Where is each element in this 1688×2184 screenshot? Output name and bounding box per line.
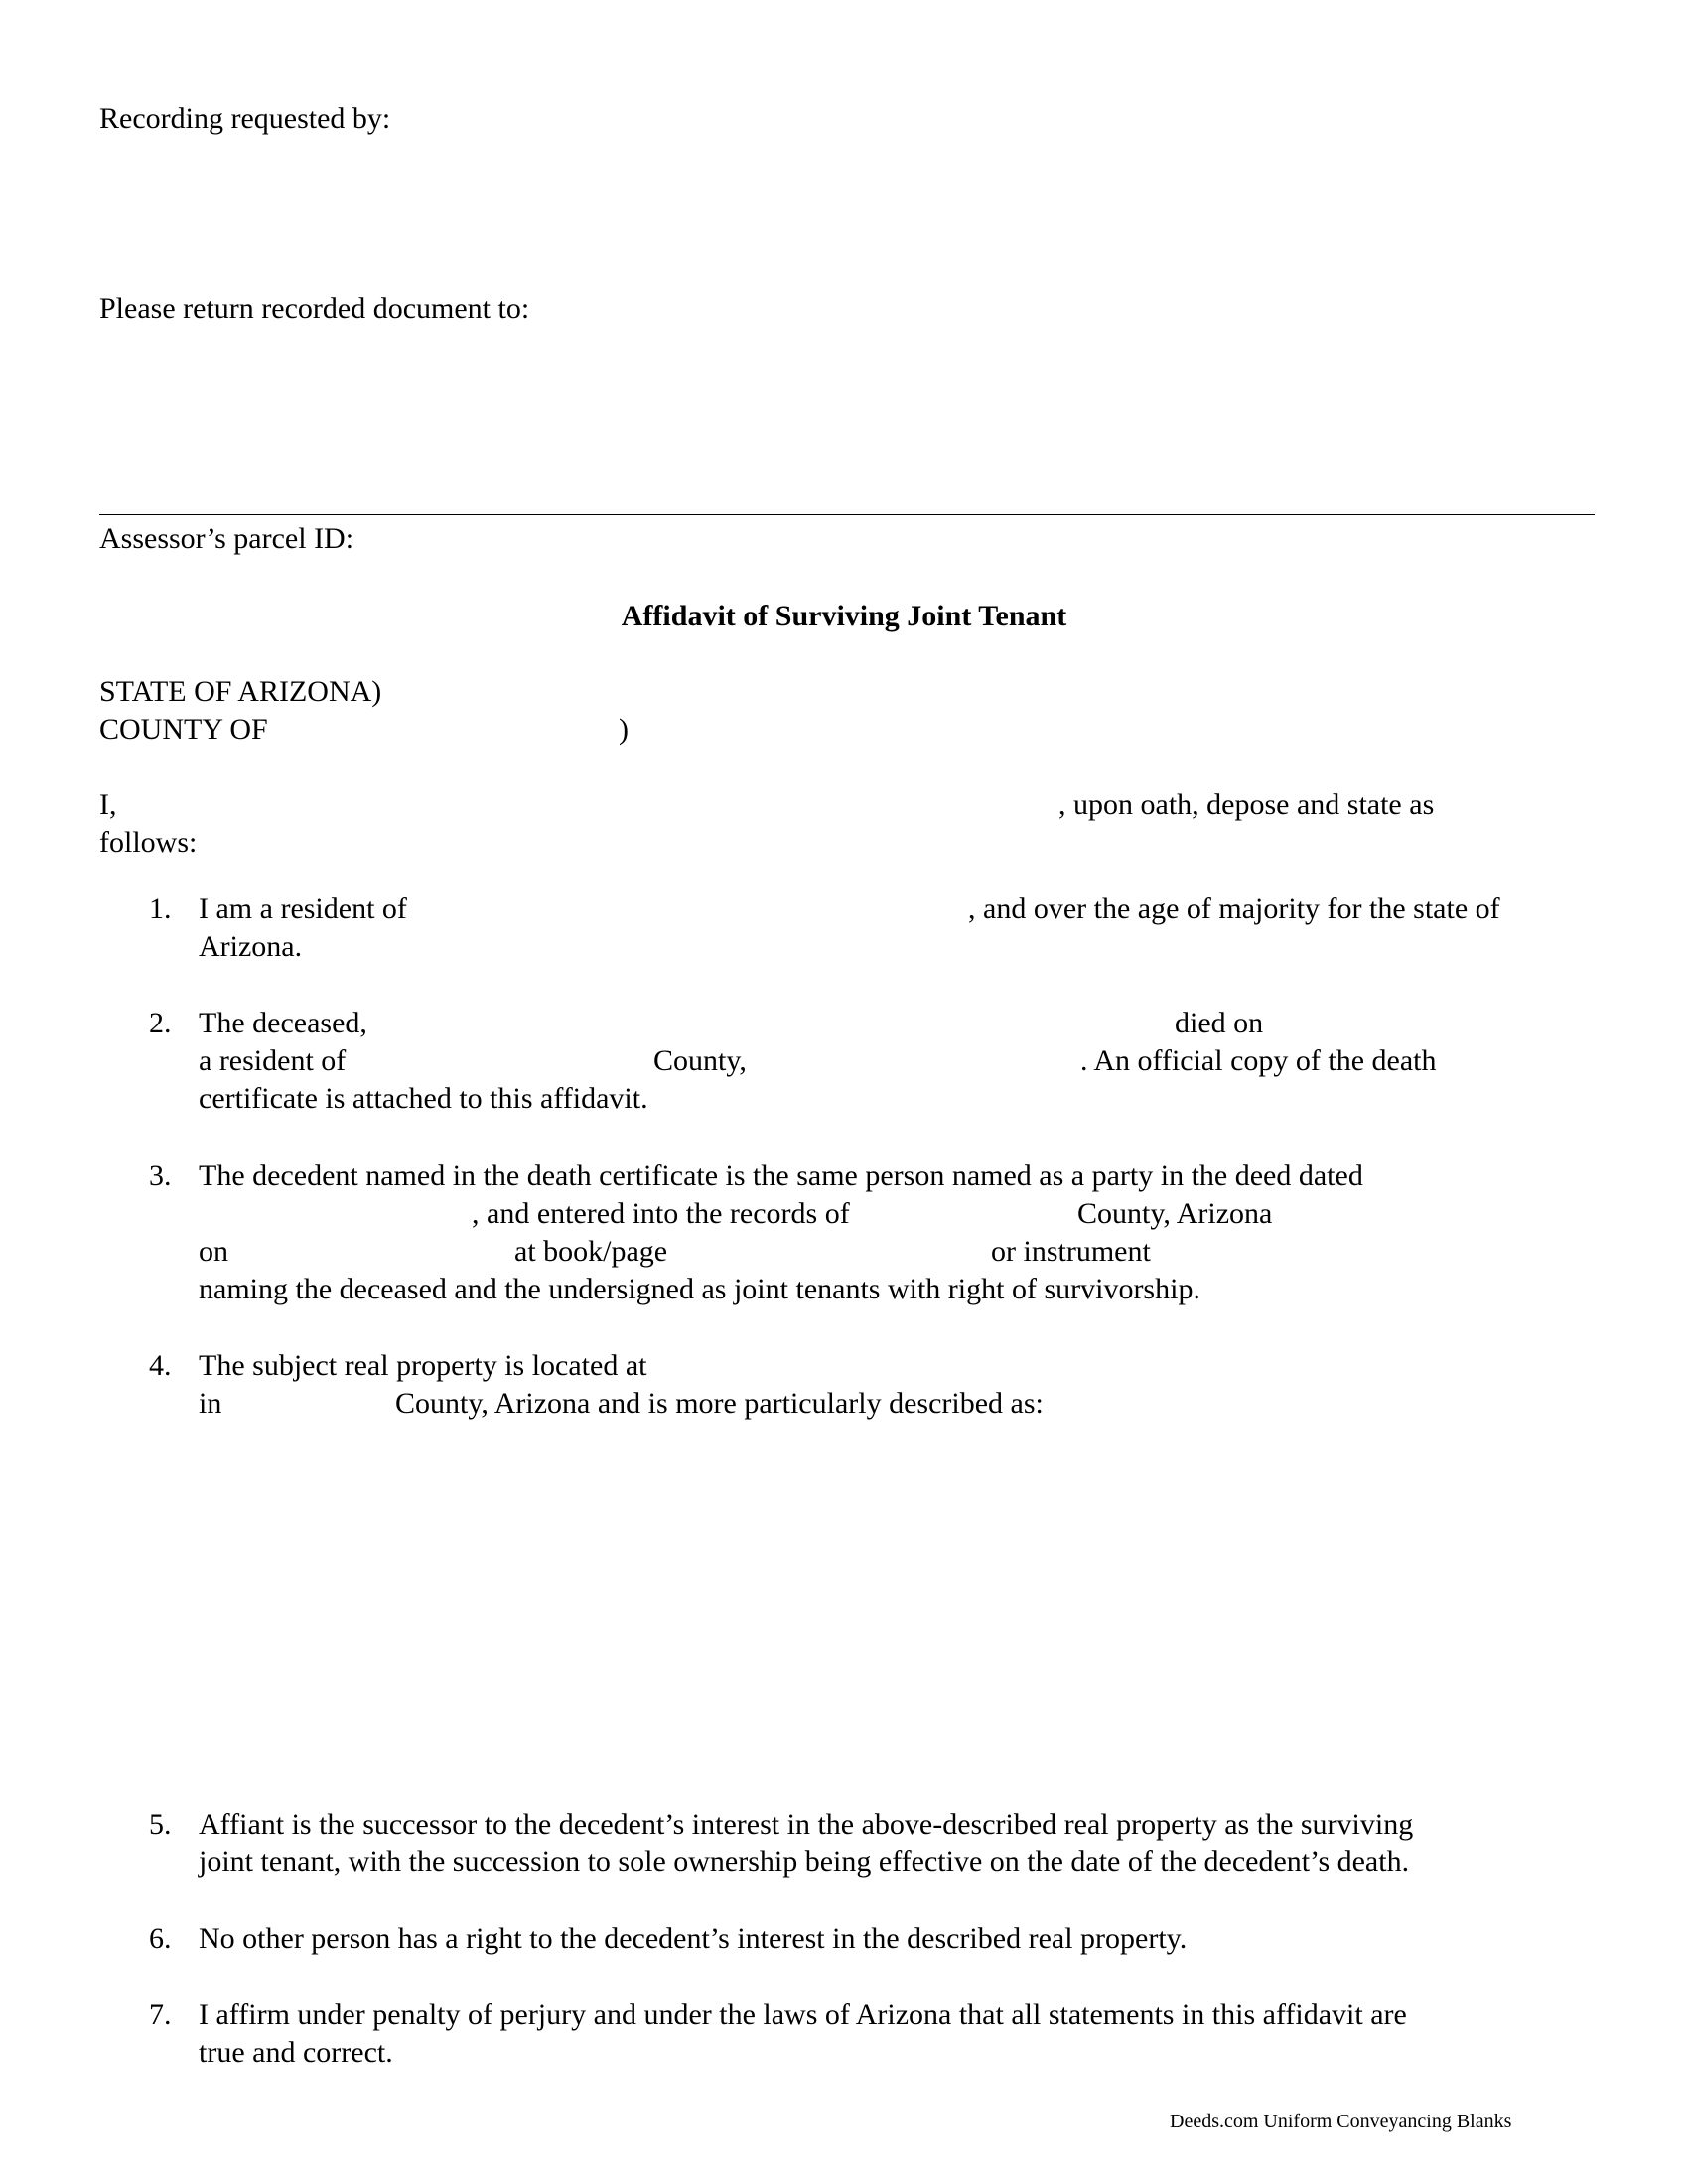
item-6-line-a: No other person has a right to the decedent’s interest in the described real property.	[199, 1922, 1188, 1955]
item-6-number: 6.	[149, 1922, 172, 1955]
item-4-number: 4.	[149, 1349, 172, 1382]
item-4-line-c: County, Arizona and is more particularly described as:	[395, 1387, 1044, 1420]
item-2-number: 2.	[149, 1007, 172, 1039]
item-2-line-c: a resident of	[199, 1044, 347, 1077]
item-7-number: 7.	[149, 1998, 172, 2031]
item-2-line-d: County,	[653, 1044, 747, 1077]
venue-county-paren: )	[619, 713, 629, 746]
item-3-number: 3.	[149, 1160, 172, 1192]
intro-i: I,	[99, 788, 117, 821]
item-4-line-b: in	[199, 1387, 222, 1420]
item-3-line-g: naming the deceased and the undersigned as joint tenants with right of survivorship.	[199, 1273, 1200, 1305]
item-2-line-f: certificate is attached to this affidavit.	[199, 1082, 648, 1115]
item-1-line-a: I am a resident of	[199, 892, 407, 925]
return-to-label: Please return recorded document to:	[99, 292, 530, 325]
item-4-line-a: The subject real property is located at	[199, 1349, 647, 1382]
recording-requested-by: Recording requested by:	[99, 102, 391, 135]
footer-credit: Deeds.com Uniform Conveyancing Blanks	[1170, 2111, 1512, 2132]
item-5-line-a: Affiant is the successor to the decedent’s interest in the above-described real property as the surviving	[199, 1808, 1414, 1841]
venue-state: STATE OF ARIZONA)	[99, 675, 382, 708]
item-3-line-d: on	[199, 1235, 228, 1268]
item-7-line-b: true and correct.	[199, 2036, 393, 2069]
item-2-line-a: The deceased,	[199, 1007, 367, 1039]
item-1-line-c: Arizona.	[199, 930, 303, 963]
item-3-line-f: or instrument	[991, 1235, 1151, 1268]
intro-oath: , upon oath, depose and state as	[1058, 788, 1435, 821]
item-3-line-e: at book/page	[514, 1235, 668, 1268]
item-2-line-b: died on	[1175, 1007, 1264, 1039]
item-3-line-a: The decedent named in the death certificate is the same person named as a party in the deed dated	[199, 1160, 1363, 1192]
item-3-line-b: , and entered into the records of	[472, 1197, 850, 1230]
item-5-number: 5.	[149, 1808, 172, 1841]
item-2-line-e: . An official copy of the death	[1080, 1044, 1437, 1077]
divider-line	[99, 514, 1595, 515]
parcel-id-label: Assessor’s parcel ID:	[99, 522, 354, 555]
item-5-line-b: joint tenant, with the succession to sole ownership being effective on the date of the decedent’s death.	[199, 1845, 1410, 1878]
item-3-line-c: County, Arizona	[1077, 1197, 1273, 1230]
intro-follows: follows:	[99, 826, 198, 859]
item-1-number: 1.	[149, 892, 172, 925]
document-title: Affidavit of Surviving Joint Tenant	[621, 600, 1067, 632]
item-1-line-b: , and over the age of majority for the state of	[968, 892, 1500, 925]
venue-county: COUNTY OF	[99, 713, 268, 746]
item-7-line-a: I affirm under penalty of perjury and under the laws of Arizona that all statements in this affidavit are	[199, 1998, 1407, 2031]
